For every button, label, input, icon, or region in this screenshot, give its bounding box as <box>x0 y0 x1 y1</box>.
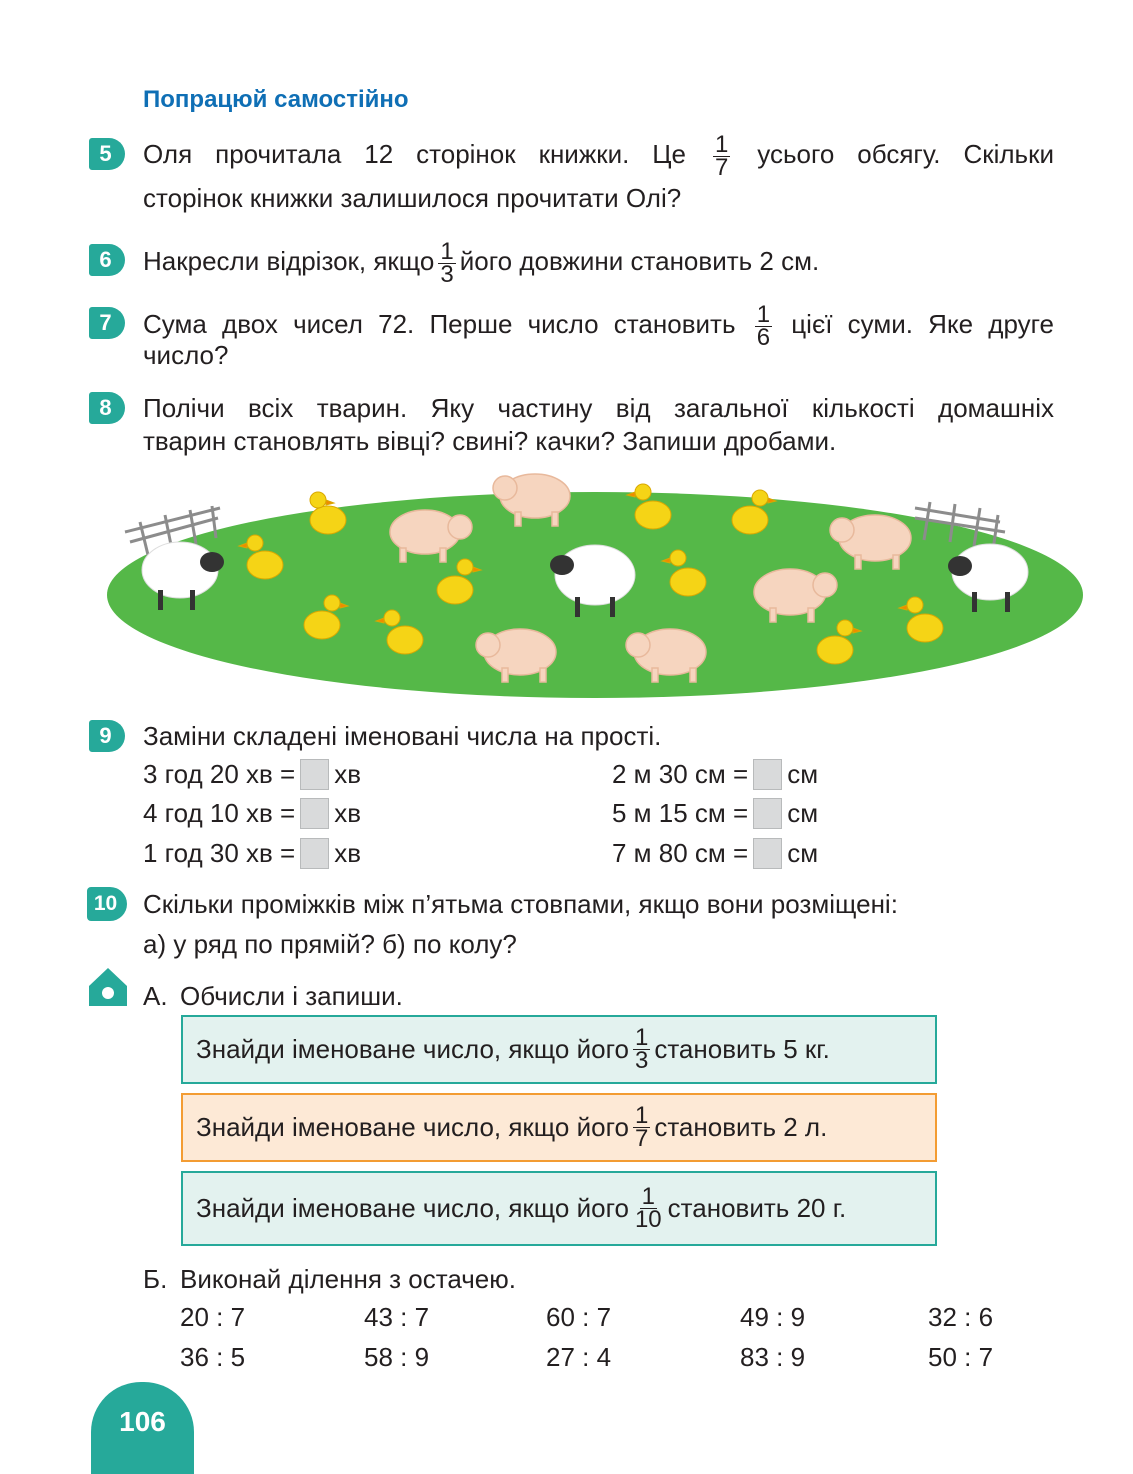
task-8-line-2: тварин становлять вівці? свині? качки? Запиши дробами. <box>143 426 837 456</box>
division-exercise: 20 : 7 <box>180 1302 246 1332</box>
task-10-line-2: а) у ряд по прямій? б) по колу? <box>143 929 517 959</box>
answer-box[interactable] <box>300 798 329 829</box>
answer-box[interactable] <box>753 798 782 829</box>
task-10-line-1: Скільки проміжків між п’ятьма стовпами, якщо вони розміщені: <box>143 889 898 919</box>
duck-icon <box>310 492 346 534</box>
task-card: Знайди іменоване число, якщо його $\frac{1}{3}$ становить 5 кг. <box>181 1015 937 1084</box>
task-7-line-1: Сума двох чисел 72. Перше число становить $\frac{1}{6}$ цієї суми. Яке друге <box>143 300 1054 351</box>
task-number-badge: 9 <box>89 720 125 752</box>
homework-a-text: Обчисли і запиши. <box>180 981 403 1011</box>
answer-box[interactable] <box>753 838 782 869</box>
division-exercise: 60 : 7 <box>546 1302 612 1332</box>
task-number-badge: 7 <box>89 307 125 339</box>
fraction: $\frac{1}{7}$ <box>714 130 729 181</box>
conversion-row: 2 м 30 см = см <box>612 759 819 789</box>
conversion-row: 7 м 80 см = см <box>612 838 819 868</box>
section-heading: Попрацюй самостійно <box>143 86 409 113</box>
task-7-line-2: число? <box>143 340 229 370</box>
division-exercise: 36 : 5 <box>180 1342 246 1372</box>
task-6-text: Накресли відрізок, якщо $\frac{1}{3}$ його довжини становить 2 см. <box>143 237 820 288</box>
fraction: $\frac{1}{7}$ <box>634 1102 649 1152</box>
task-5-line-1: Оля прочитала 12 сторінок книжки. Це $\frac{1}{7}$ усього обсягу. Скільки <box>143 130 1054 181</box>
page-number: 106 <box>91 1382 194 1474</box>
fraction: $\frac{1}{3}$ <box>440 237 454 288</box>
conversion-row: 4 год 10 хв = хв <box>143 798 362 828</box>
task-card: Знайди іменоване число, якщо його $\frac{1}{7}$ становить 2 л. <box>181 1093 937 1162</box>
task-number-badge: 8 <box>89 392 125 424</box>
division-exercise: 32 : 6 <box>928 1302 994 1332</box>
fraction: $\frac{1}{6}$ <box>756 300 771 351</box>
task-number-badge: 5 <box>89 138 125 170</box>
division-exercise: 58 : 9 <box>364 1342 430 1372</box>
conversion-row: 1 год 30 хв = хв <box>143 838 362 868</box>
division-exercise: 43 : 7 <box>364 1302 430 1332</box>
fraction: $\frac{1}{3}$ <box>634 1024 649 1074</box>
task-5-line-2: сторінок книжки залишилося прочитати Олі? <box>143 183 682 213</box>
fraction: $\frac{1}{10}$ <box>634 1183 662 1233</box>
homework-b-label: Б. <box>143 1264 168 1294</box>
task-9-text: Заміни складені іменовані числа на прості. <box>143 721 662 751</box>
farm-animals-illustration <box>100 460 1100 710</box>
homework-b-text: Виконай ділення з остачею. <box>180 1264 516 1294</box>
homework-a-label: А. <box>143 981 168 1011</box>
division-exercise: 27 : 4 <box>546 1342 612 1372</box>
task-number-badge: 10 <box>87 887 127 921</box>
task-number-badge: 6 <box>89 244 125 276</box>
division-exercise: 83 : 9 <box>740 1342 806 1372</box>
conversion-row: 5 м 15 см = см <box>612 798 819 828</box>
division-exercise: 49 : 9 <box>740 1302 806 1332</box>
answer-box[interactable] <box>753 759 782 790</box>
task-card: Знайди іменоване число, якщо його $\frac{1}{10}$ становить 20 г. <box>181 1171 937 1246</box>
home-icon <box>87 966 129 1008</box>
division-exercise: 50 : 7 <box>928 1342 994 1372</box>
task-8-line-1: Полічи всіх тварин. Яку частину від загальної кількості домашніх <box>143 393 1054 423</box>
conversion-row: 3 год 20 хв = хв <box>143 759 362 789</box>
answer-box[interactable] <box>300 759 329 790</box>
answer-box[interactable] <box>300 838 329 869</box>
